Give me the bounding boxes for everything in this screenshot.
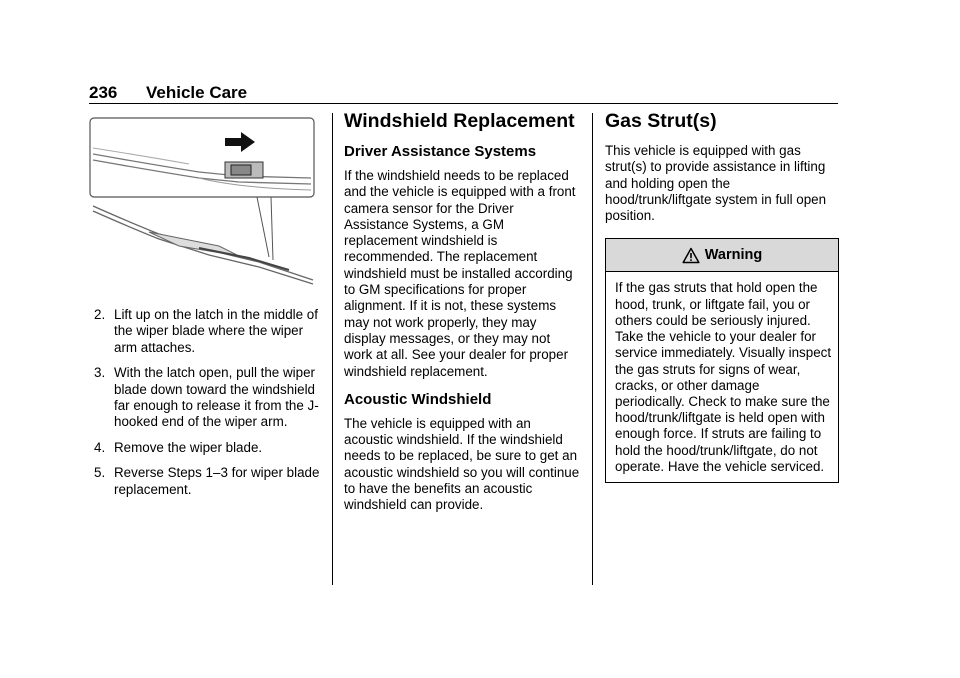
gas-struts-section (605, 110, 839, 483)
das-heading: Driver Assistance Systems (344, 143, 537, 160)
acoustic-paragraph: The vehicle is equipped with an acoustic windshield. If the windshield needs to be replaced, be sure to get an acoustic windshield so you will continue to have the benefits an acoustic windshield can provide. (344, 415, 580, 513)
step-number: 3. (94, 365, 106, 381)
windshield-section (344, 110, 580, 525)
step-text: With the latch open, pull the wiper blade down toward the windshield far enough to release it from the J-hooked end of the wiper arm. (114, 365, 319, 430)
windshield-heading: Windshield Replacement (344, 110, 575, 132)
warning-header (606, 239, 838, 272)
warning-label: Warning (704, 247, 763, 264)
column-divider (592, 113, 593, 585)
acoustic-heading: Acoustic Windshield (344, 390, 492, 408)
list-item (89, 365, 325, 431)
step-number: 4. (94, 439, 106, 455)
warning-text: If the gas struts that hold open the hood, trunk, or liftgate fail, you or others could be seriously injured. Take the vehicle to your dealer for service immediately. Visually inspect the gas struts for signs of wear, cracks, or other damage periodically. Check to make sure the hood/trunk/liftgate is held open with enough force. If struts are failing to hold the hood/trunk/liftgate, do not operate. Have the vehicle serviced. (615, 280, 832, 474)
gas-struts-paragraph: This vehicle is equipped with gas strut(s) to provide assistance in lifting and holding open the hood/trunk/liftgate system in full open position. (605, 143, 827, 224)
warning-box (605, 238, 839, 482)
step-text: Lift up on the latch in the middle of the wiper blade where the wiper arm attaches. (114, 307, 318, 355)
step-text: Reverse Steps 1–3 for wiper blade replacement. (114, 465, 320, 497)
wiper-blade-latch-illustration (89, 112, 317, 292)
step-number: 5. (94, 465, 106, 481)
column-divider (332, 113, 333, 585)
das-paragraph: If the windshield needs to be replaced and the vehicle is equipped with a front camera sensor for the Driver Assistance Systems, a GM replacement windshield is recommended. The replacement windshield must be installed according to GM specifications for proper alignment. If it is not, these systems may not work properly, they may display messages, or they may not work at all. See your dealer for proper windshield replacement. (344, 168, 576, 379)
section-title: Vehicle Care (146, 83, 248, 102)
list-item (89, 465, 325, 498)
step-text: Remove the wiper blade. (114, 439, 263, 455)
page-header (89, 83, 838, 104)
wiper-steps-list (89, 307, 325, 507)
page-number: 236 (89, 83, 118, 102)
list-item (89, 307, 325, 356)
list-item (89, 440, 325, 456)
warning-triangle-icon (682, 247, 700, 264)
gas-struts-heading: Gas Strut(s) (605, 110, 717, 132)
step-number: 2. (94, 307, 106, 322)
